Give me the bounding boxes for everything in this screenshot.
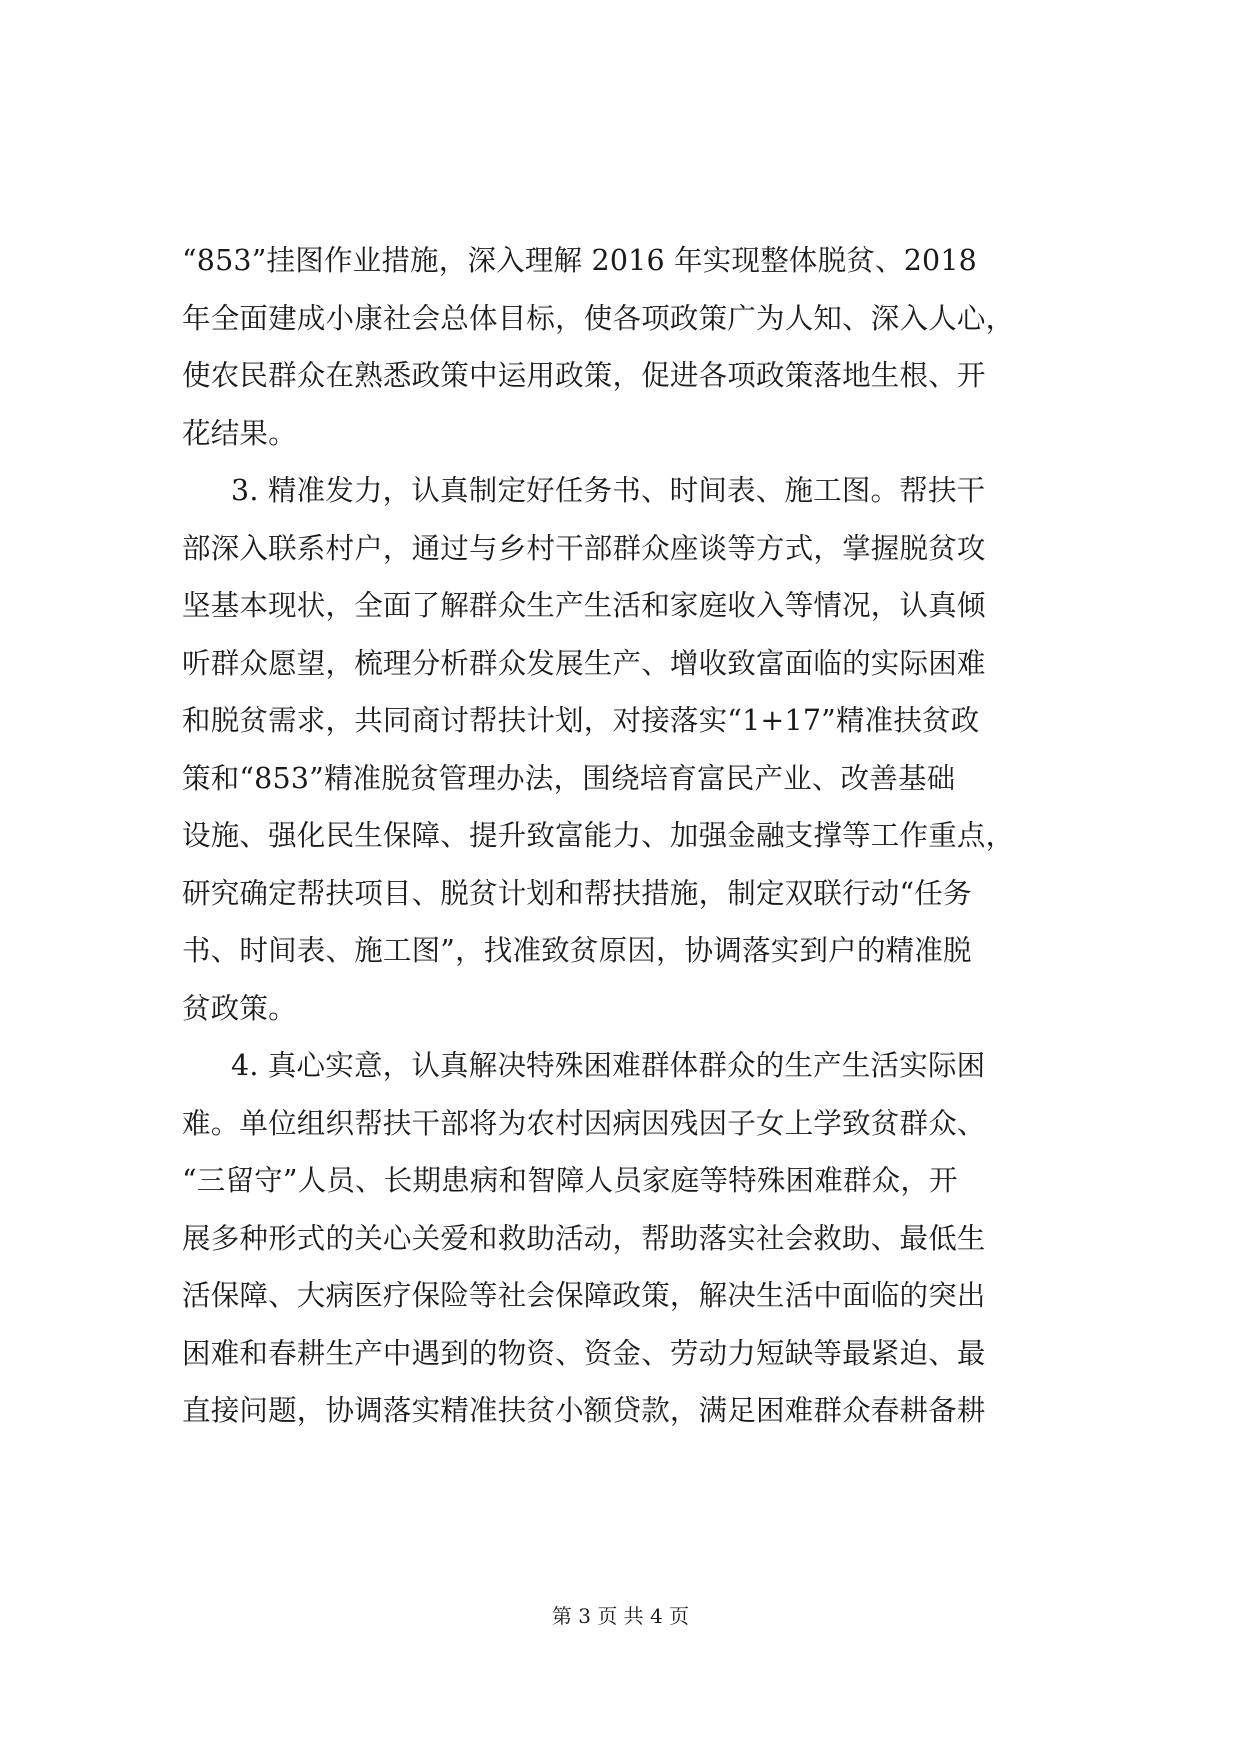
- text-line: 听群众愿望，梳理分析群众发展生产、增收致富面临的实际困难: [182, 646, 986, 680]
- text-line: 设施、强化民生保障、提升致富能力、加强金融支撑等工作重点，: [182, 819, 1015, 852]
- text-line: 直接问题，协调落实精准扶贫小额贷款，满足困难群众春耕备耕: [182, 1394, 986, 1427]
- text-line: 部深入联系村户，通过与乡村干部群众座谈等方式，掌握脱贫攻: [182, 531, 986, 565]
- text-line: 展多种形式的关心关爱和救助活动，帮助落实社会救助、最低生: [182, 1221, 986, 1255]
- text-line: 使农民群众在熟悉政策中运用政策，促进各项政策落地生根、开: [182, 359, 986, 392]
- text-line: “三留守”人员、长期患病和智障人员家庭等特殊困难群众，开: [182, 1164, 958, 1197]
- text-line: 花结果。: [182, 416, 297, 450]
- text-line: 坚基本现状，全面了解群众生产生活和家庭收入等情况，认真倾: [182, 589, 986, 622]
- text-line: 难。单位组织帮扶干部将为农村因病因残因子女上学致贫群众、: [182, 1106, 986, 1140]
- paragraph-start-line: 4. 真心实意，认真解决特殊困难群体群众的生产生活实际困: [231, 1049, 986, 1082]
- document-body: [182, 232, 1082, 1440]
- text-line: 活保障、大病医疗保险等社会保障政策，解决生活中面临的突出: [182, 1279, 986, 1312]
- text-line: 和脱贫需求，共同商讨帮扶计划，对接落实“1+17”精准扶贫政: [182, 704, 980, 737]
- text-line: 书、时间表、施工图”，找准致贫原因，协调落实到户的精准脱: [182, 934, 972, 967]
- paragraph-start-line: 3. 精准发力，认真制定好任务书、时间表、施工图。帮扶干: [231, 474, 986, 507]
- text-line: 研究确定帮扶项目、脱贫计划和帮扶措施，制定双联行动“任务: [182, 876, 972, 910]
- text-line: 贫政策。: [182, 991, 297, 1025]
- text-line: “853”挂图作业措施，深入理解 2016 年实现整体脱贫、2018: [182, 244, 978, 277]
- text-line: 策和“853”精准脱贫管理办法，围绕培育富民产业、改善基础: [182, 761, 956, 795]
- text-line: 困难和春耕生产中遇到的物资、资金、劳动力短缺等最紧迫、最: [182, 1336, 986, 1370]
- text-line: 年全面建成小康社会总体目标，使各项政策广为人知、深入人心，: [182, 301, 1015, 335]
- page-footer: 第 3 页 共 4 页: [551, 1604, 690, 1628]
